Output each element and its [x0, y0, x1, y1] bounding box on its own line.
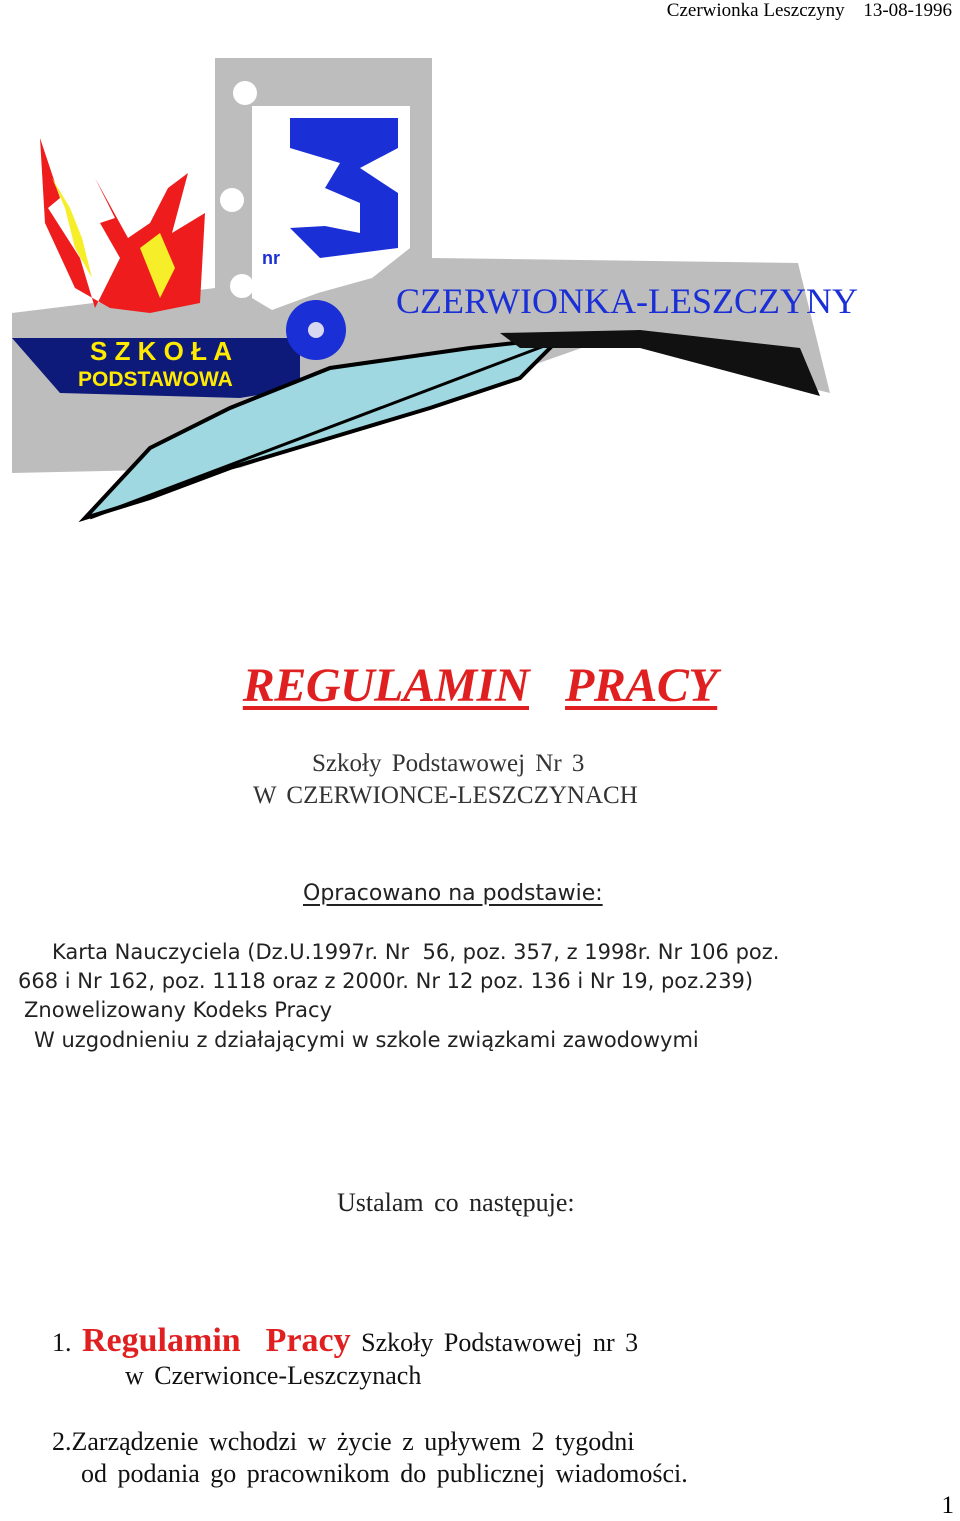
item-number: 2.	[52, 1427, 72, 1456]
basis-heading: Opracowano na podstawie:	[303, 881, 603, 906]
logo-school-type: PODSTAWOWA	[78, 368, 233, 391]
basis-line-2: 668 i Nr 162, poz. 1118 oraz z 2000r. Nr 12 poz. 136 i Nr 19, poz.239)	[18, 969, 754, 993]
item-highlight: Regulamin Pracy	[82, 1322, 351, 1359]
logo-dot	[220, 188, 244, 212]
item-continuation: w Czerwionce-Leszczynach	[125, 1361, 422, 1390]
item-number: 1.	[52, 1328, 72, 1357]
list-item	[52, 1427, 634, 1457]
page-header	[667, 0, 952, 22]
item-continuation: od podania go pracownikom do publicznej wiadomości.	[81, 1459, 688, 1488]
school-logo	[0, 48, 960, 558]
item-text: Zarządzenie wchodzi w życie z upływem 2 tygodni	[71, 1427, 635, 1456]
logo-dot	[233, 81, 257, 105]
decision-intro: Ustalam co następuje:	[337, 1188, 575, 1217]
logo-nr-label: nr	[262, 248, 280, 268]
item-text: Szkoły Podstawowej nr 3	[361, 1328, 639, 1357]
logo-red-flame-icon	[40, 138, 205, 313]
header-date: 13-08-1996	[863, 0, 952, 21]
page-number: 1	[941, 1492, 954, 1519]
logo-school-word: S Z K O Ł A	[90, 336, 233, 366]
list-item	[52, 1322, 638, 1360]
basis-line-3: Znowelizowany Kodeks Pracy	[24, 998, 333, 1022]
subtitle-line-2: W CZERWIONCE-LESZCZYNACH	[253, 782, 638, 809]
document-title	[0, 658, 960, 713]
logo-blue-circle-dot	[308, 322, 324, 338]
title-word-regulamin: REGULAMIN	[242, 659, 530, 712]
basis-line-4: W uzgodnieniu z działającymi w szkole związkami zawodowymi	[34, 1028, 699, 1052]
subtitle-line-1: Szkoły Podstawowej Nr 3	[312, 750, 585, 777]
basis-line-1: Karta Nauczyciela (Dz.U.1997r. Nr 56, poz. 357, z 1998r. Nr 106 poz.	[52, 940, 780, 964]
logo-city-name: CZERWIONKA-LESZCZYNY	[396, 281, 858, 321]
logo-dot	[230, 274, 254, 298]
header-place: Czerwionka Leszczyny	[666, 0, 845, 21]
title-word-pracy: PRACY	[565, 659, 718, 712]
